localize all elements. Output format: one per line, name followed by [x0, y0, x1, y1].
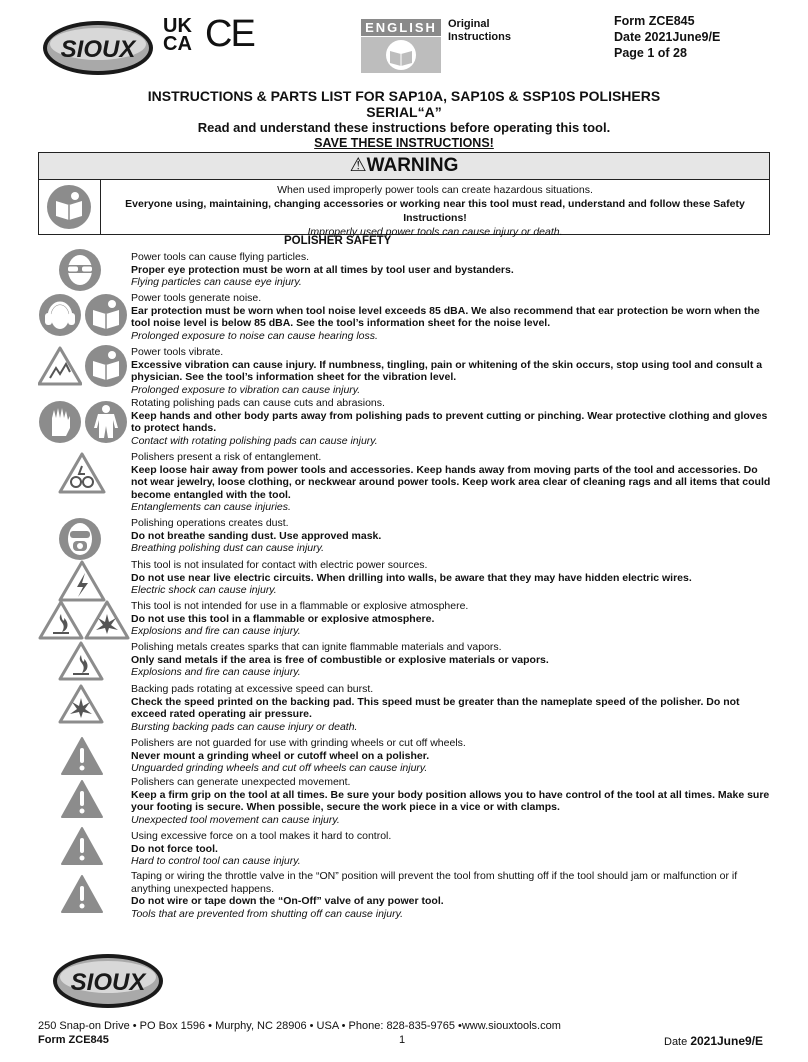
hazard-text: Using excessive force on a tool makes it hard to control.: [131, 830, 392, 842]
safety-entry: [131, 451, 771, 514]
safety-entry: [131, 641, 771, 679]
warning-text: [101, 183, 769, 239]
section-title: POLISHER SAFETY: [284, 235, 392, 247]
consequence-text: Contact with rotating polishing pads can cause injury.: [131, 434, 378, 447]
ukca-line-2: CA: [163, 33, 192, 55]
warning-line-1: When used improperly power tools can create hazardous situations.: [277, 184, 593, 196]
vibration-warning-icon: [38, 346, 82, 386]
safety-entry: [131, 830, 771, 868]
instruction-text: Do not breathe sanding dust. Use approved mask.: [131, 529, 382, 542]
ukca-mark: [163, 17, 203, 53]
footer-address: 250 Snap-on Drive • PO Box 1596 • Murphy, NC 28906 • USA • Phone: 828-835-9765 •www.siouxtools.com: [38, 1020, 561, 1032]
logo-text: SIOUX: [70, 969, 146, 996]
footer-date: [664, 1034, 763, 1048]
original-line-2: Instructions: [448, 31, 511, 43]
safety-entry: [131, 870, 771, 920]
consequence-text: Prolonged exposure to vibration can cause injury.: [131, 383, 361, 396]
entanglement-warning-icon: [58, 452, 106, 494]
instruction-text: Keep loose hair away from power tools and accessories. Keep hands away from moving parts of the tool and accessories. Do not wear jewelry, loose clothing, or neckwear around power tools. Keep work area clear of cleaning rags and all items that could become entangled with the tool.: [131, 463, 771, 501]
warning-heading: [39, 153, 769, 180]
instruction-text: Do not force tool.: [131, 842, 218, 855]
read-manual-icon: [46, 184, 92, 230]
safety-entry: [131, 251, 771, 289]
hazard-text: Polishers are not guarded for use with grinding wheels or cut off wheels.: [131, 737, 466, 749]
safety-entry: [131, 600, 771, 638]
hazard-text: This tool is not intended for use in a flammable or explosive atmosphere.: [131, 600, 469, 612]
save-instructions-line: SAVE THESE INSTRUCTIONS!: [314, 136, 494, 150]
instruction-text: Do not wire or tape down the “On-Off” valve of any power tool.: [131, 895, 444, 908]
ear-protection-icon: [38, 293, 82, 337]
general-warning-icon: [60, 779, 104, 819]
hazard-text: Backing pads rotating at excessive speed can burst.: [131, 683, 374, 695]
read-manual-icon: [84, 344, 128, 388]
instruction-text: Excessive vibration can cause injury. If numbness, tingling, pain or whitening of the skin occurs, stop using tool and consult a physician. See the tool’s information sheet for the vibration level.: [131, 358, 763, 384]
safety-entry: [131, 346, 771, 396]
instruction-text: Only sand metals if the area is free of combustible or explosive materials or vapors.: [131, 653, 549, 666]
hazard-text: This tool is not insulated for contact with electric power sources.: [131, 559, 428, 571]
warning-heading-text: WARNING: [366, 155, 459, 176]
instruction-text: Ear protection must be worn when tool noise level exceeds 85 dBA. We also recommend that ear protection be worn when the tool noise level is below 85 dBA. See the tool’s information sheet for the noise level.: [131, 304, 760, 330]
consequence-text: Tools that are prevented from shutting off can cause injury.: [131, 907, 403, 920]
consequence-text: Bursting backing pads can cause injury or death.: [131, 720, 358, 733]
protective-clothing-icon: [84, 400, 128, 444]
instruction-text: Never mount a grinding wheel or cutoff wheel on a polisher.: [131, 749, 430, 762]
hazard-text: Power tools generate noise.: [131, 292, 262, 304]
safety-entry: [131, 683, 771, 733]
instruction-text: Check the speed printed on the backing pad. This speed must be greater than the nameplate speed of the polisher. Do not exceed rated operating air pressure.: [131, 695, 740, 721]
consequence-text: Prolonged exposure to noise can cause hearing loss.: [131, 329, 378, 342]
flammable-warning-icon: [38, 600, 84, 640]
original-instructions-label: [448, 18, 511, 44]
instruction-text: Proper eye protection must be worn at all times by tool user and bystanders.: [131, 263, 514, 276]
ukca-line-1: UK: [163, 15, 192, 37]
hazard-text: Power tools can cause flying particles.: [131, 251, 310, 263]
consequence-text: Flying particles can cause eye injury.: [131, 276, 302, 289]
safety-entry: [131, 776, 771, 826]
warning-box: [38, 152, 770, 238]
sioux-logo: [42, 20, 154, 76]
instruction-text: Do not use near live electric circuits. When drilling into walls, be aware that they may have hidden electric wires.: [131, 571, 692, 584]
warning-icon-cell: [39, 180, 101, 234]
flammable-warning-icon: [58, 641, 104, 681]
safety-glasses-icon: [58, 248, 102, 292]
footer-form: Form ZCE845: [38, 1034, 109, 1046]
respirator-mask-icon: [58, 517, 102, 561]
warning-line-3: Improperly used power tools can cause injury or death.: [307, 226, 563, 238]
warning-triangle-icon: ⚠: [349, 155, 367, 176]
consequence-text: Entanglements can cause injuries.: [131, 501, 291, 514]
safety-entry: [131, 397, 771, 447]
instruction-text: Keep hands and other body parts away from polishing pads to prevent cutting or pinching. Wear protective clothing and gloves to protect hands.: [131, 409, 768, 435]
read-manual-icon: [84, 293, 128, 337]
consequence-text: Unguarded grinding wheels and cut off wheels can cause injury.: [131, 762, 428, 775]
ce-mark: CE: [205, 13, 254, 55]
instruction-text: Keep a firm grip on the tool at all times. Be sure your body position allows you to have control of the tool at all times. Make sure your footing is secure. When possible, secure the work piece in a vice or with clamps.: [131, 788, 770, 814]
burst-warning-icon: [58, 684, 104, 724]
form-date: Date 2021June9/E: [614, 30, 721, 44]
hazard-text: Rotating polishing pads can cause cuts and abrasions.: [131, 397, 385, 409]
safety-entry: [131, 292, 771, 342]
explosive-warning-icon: [84, 600, 130, 640]
gloves-icon: [38, 400, 82, 444]
consequence-text: Hard to control tool can cause injury.: [131, 855, 301, 868]
general-warning-icon: [60, 736, 104, 776]
footer-date-value: 2021June9/E: [690, 1034, 764, 1048]
read-instructions-line: Read and understand these instructions before operating this tool.: [197, 120, 611, 135]
general-warning-icon: [60, 826, 104, 866]
electric-shock-warning-icon: [58, 560, 106, 602]
consequence-text: Breathing polishing dust can cause injury.: [131, 542, 325, 555]
hazard-text: Polishing operations creates dust.: [131, 517, 289, 529]
read-manual-icon: [361, 37, 441, 73]
hazard-text: Power tools vibrate.: [131, 346, 224, 358]
hazard-text: Taping or wiring the throttle valve in the “ON” position will prevent the tool from shutting off if the tool should jam or malfunction or if anything unexpected happens.: [131, 870, 738, 895]
general-warning-icon: [60, 874, 104, 914]
consequence-text: Unexpected tool movement can cause injury.: [131, 813, 340, 826]
safety-entry: [131, 559, 771, 597]
header: [0, 0, 808, 80]
page-indicator: Page 1 of 28: [614, 46, 687, 60]
footer-date-label: Date: [664, 1036, 688, 1048]
footer-page-number: 1: [399, 1034, 406, 1046]
hazard-text: Polishers present a risk of entanglement.: [131, 451, 322, 463]
instruction-text: Do not use this tool in a flammable or explosive atmosphere.: [131, 612, 435, 625]
doc-title-line-2: SERIAL“A”: [366, 104, 442, 120]
consequence-text: Explosions and fire can cause injury.: [131, 666, 301, 679]
language-badge: ENGLISH: [361, 19, 441, 36]
hazard-text: Polishing metals creates sparks that can ignite flammable materials and vapors.: [131, 641, 502, 653]
form-info: [614, 13, 720, 61]
safety-entry: [131, 517, 771, 555]
logo-text: SIOUX: [60, 36, 136, 63]
sioux-logo: [52, 953, 164, 1009]
form-number: Form ZCE845: [614, 14, 695, 28]
original-line-1: Original: [448, 18, 490, 30]
consequence-text: Electric shock can cause injury.: [131, 584, 277, 597]
doc-title-line-1: INSTRUCTIONS & PARTS LIST FOR SAP10A, SAP10S & SSP10S POLISHERS: [147, 88, 661, 104]
safety-entry: [131, 737, 771, 775]
hazard-text: Polishers can generate unexpected movement.: [131, 776, 351, 788]
consequence-text: Explosions and fire can cause injury.: [131, 625, 301, 638]
warning-line-2: Everyone using, maintaining, changing accessories or working near this tool must read, understand and follow these Safety Instructions!: [125, 198, 745, 224]
